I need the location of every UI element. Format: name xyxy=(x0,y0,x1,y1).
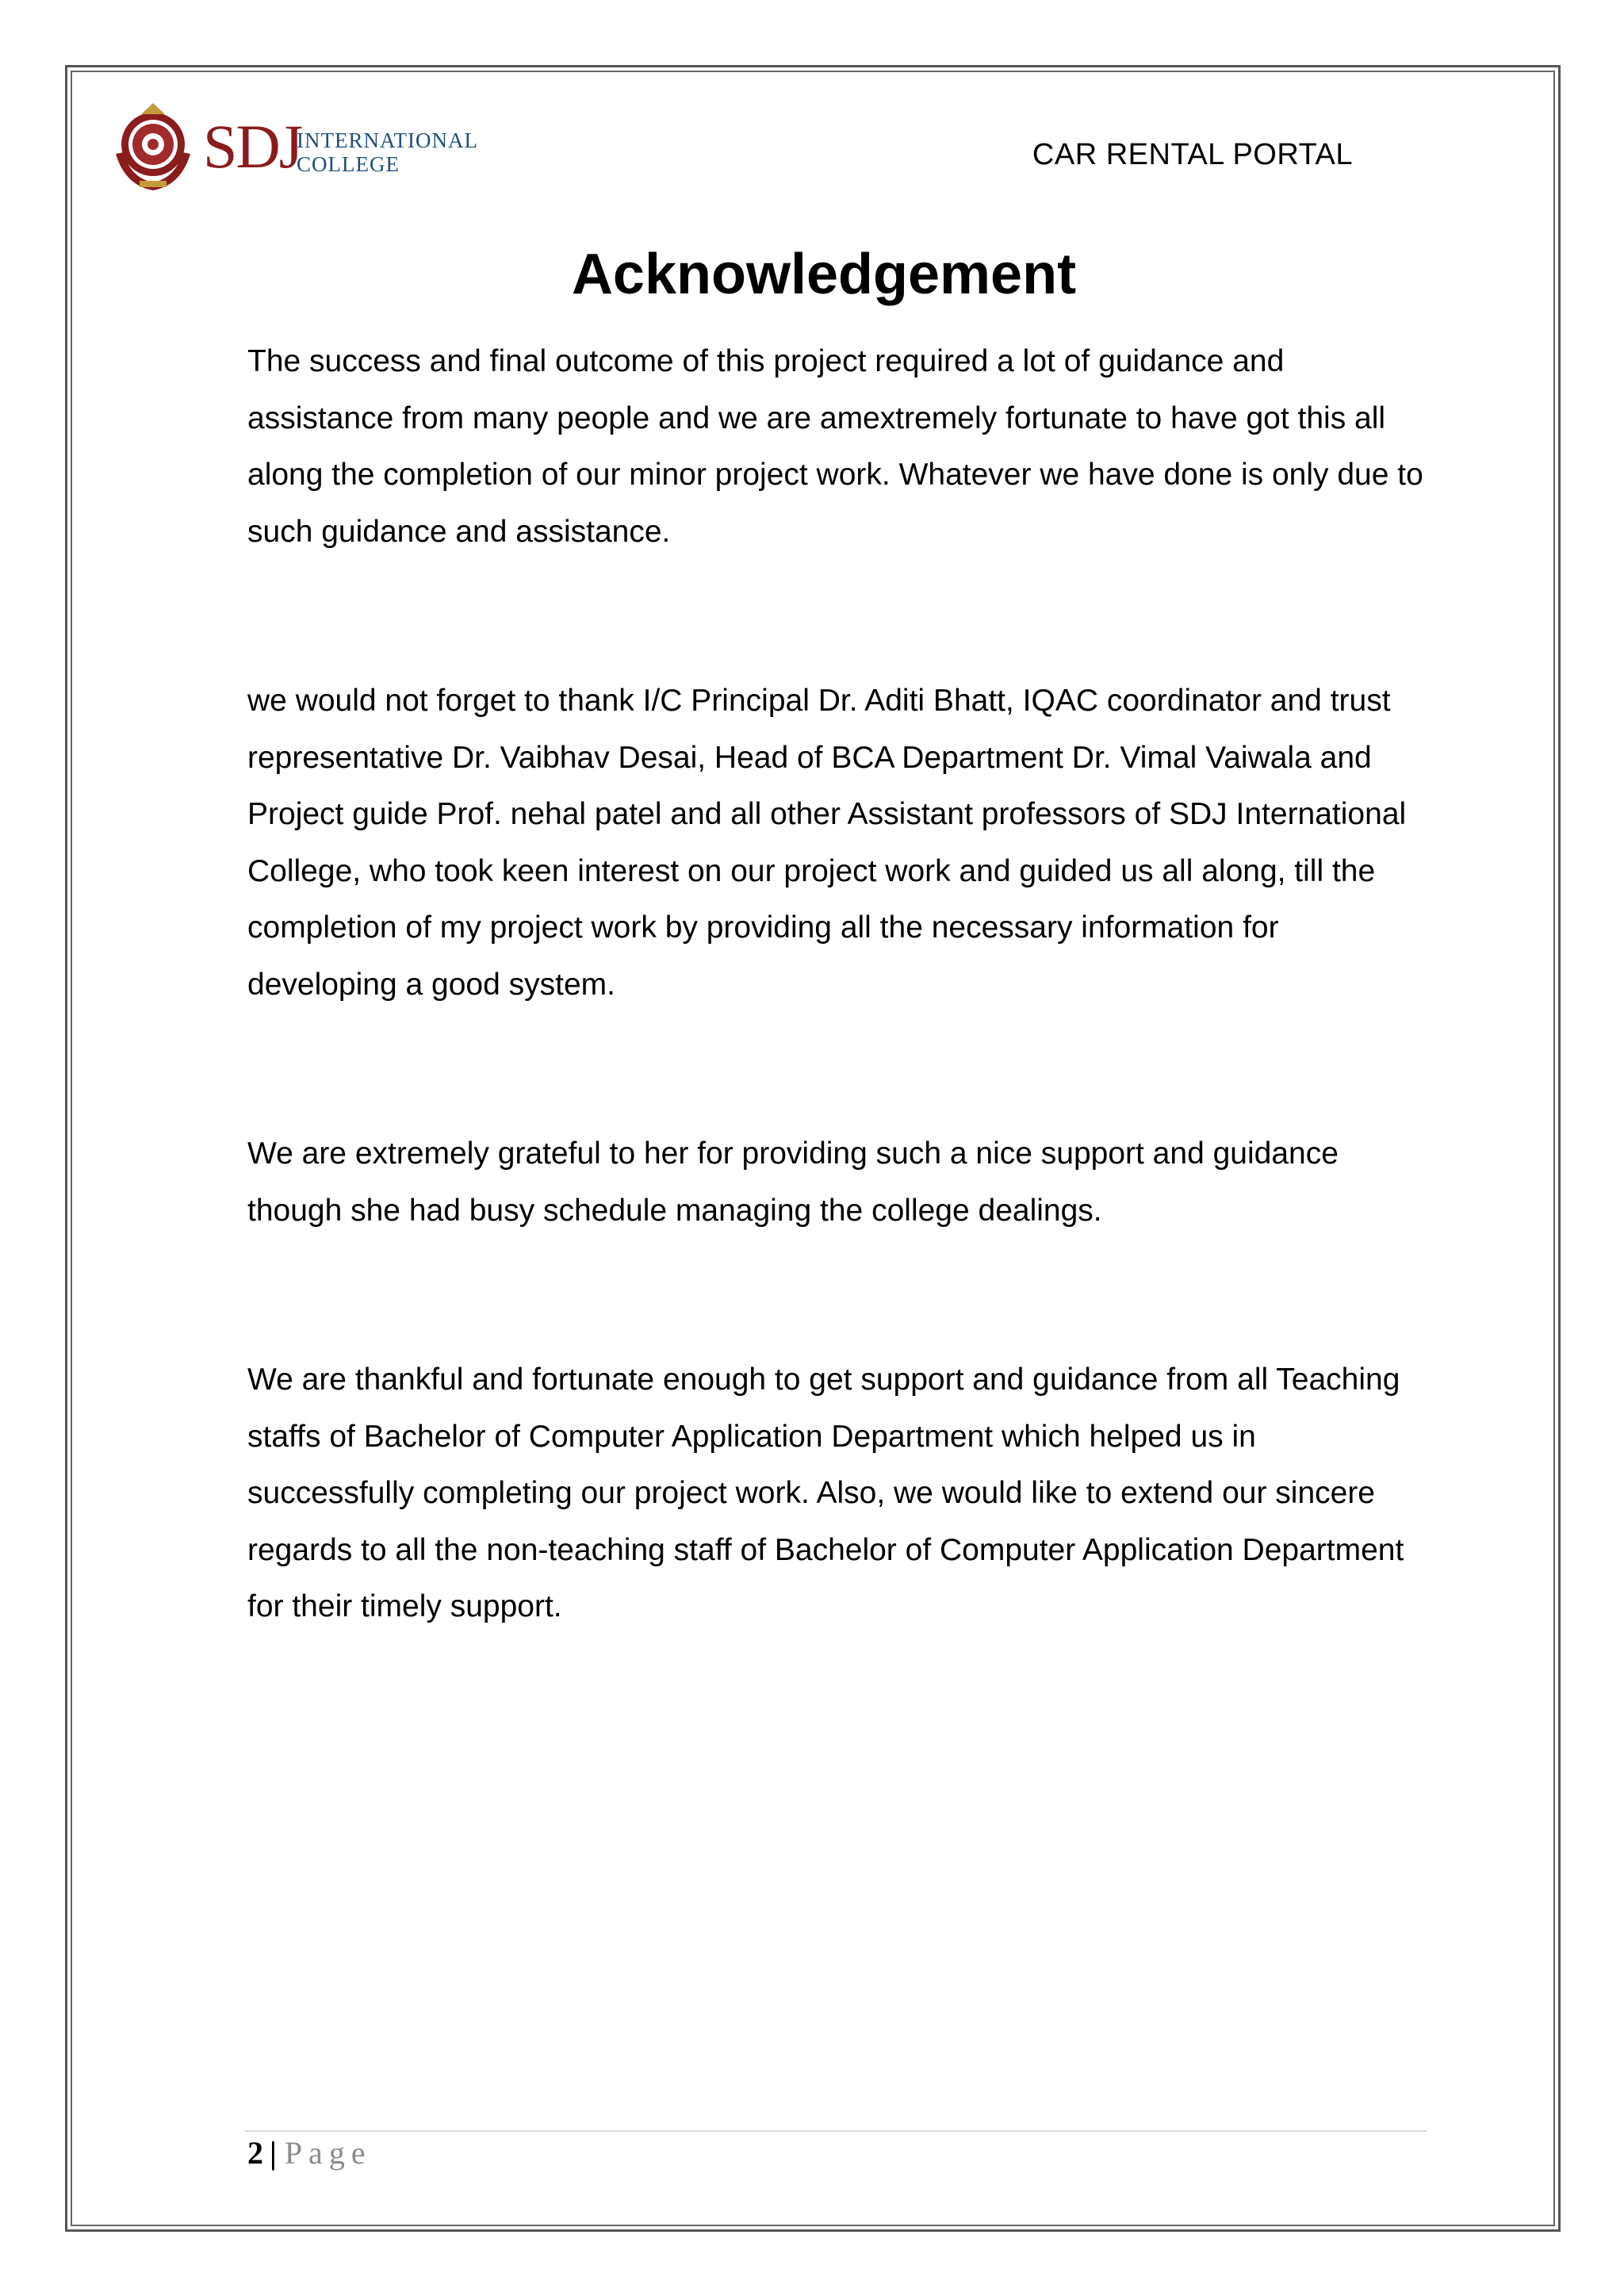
logo-wordmark: SDJ xyxy=(203,112,302,181)
paragraph-1: The success and final outcome of this project required a lot of guidance and assistance from many people and we are amextremely fortunate to have got this all along the completion of our minor project work. Whatever we have done is only due to such guidance and assistance. xyxy=(247,344,1423,549)
logo-subtitle-line1: INTERNATIONAL xyxy=(297,128,478,152)
college-logo xyxy=(109,98,482,194)
footer-divider xyxy=(245,2130,1427,2132)
page-label: Page xyxy=(284,2135,372,2171)
acknowledgement-body xyxy=(247,333,1429,1635)
college-seal-icon xyxy=(109,98,197,194)
paragraph-3: We are extremely grateful to her for providing such a nice support and guidance though she had busy schedule managing the college dealings. xyxy=(247,1137,1339,1228)
document-header-title: CAR RENTAL PORTAL xyxy=(1032,138,1353,171)
logo-subtitle xyxy=(297,128,478,176)
paragraph-4: We are thankful and fortunate enough to get support and guidance from all Teaching staffs of Bachelor of Computer Application Department which helped us in successfully completing our project work. Also, we would like to extend our sincere regards to all the non-teaching staff of Bachelor of Computer Application Department for their timely support. xyxy=(247,1363,1404,1623)
logo-subtitle-line2: COLLEGE xyxy=(297,152,400,176)
page-title: Acknowledgement xyxy=(571,243,1077,306)
page-footer xyxy=(247,2135,372,2171)
footer-separator: | xyxy=(270,2135,277,2171)
page-number: 2 xyxy=(247,2135,263,2171)
paragraph-2: we would not forget to thank I/C Principal Dr. Aditi Bhatt, IQAC coordinator and trust representative Dr. Vaibhav Desai, Head of BCA Department Dr. Vimal Vaiwala and Project guide Prof. nehal patel and all other Assistant professors of SDJ International College, who took keen interest on our project work and guided us all along, till the completion of my project work by providing all the necessary information for developing a good system. xyxy=(247,684,1407,1002)
